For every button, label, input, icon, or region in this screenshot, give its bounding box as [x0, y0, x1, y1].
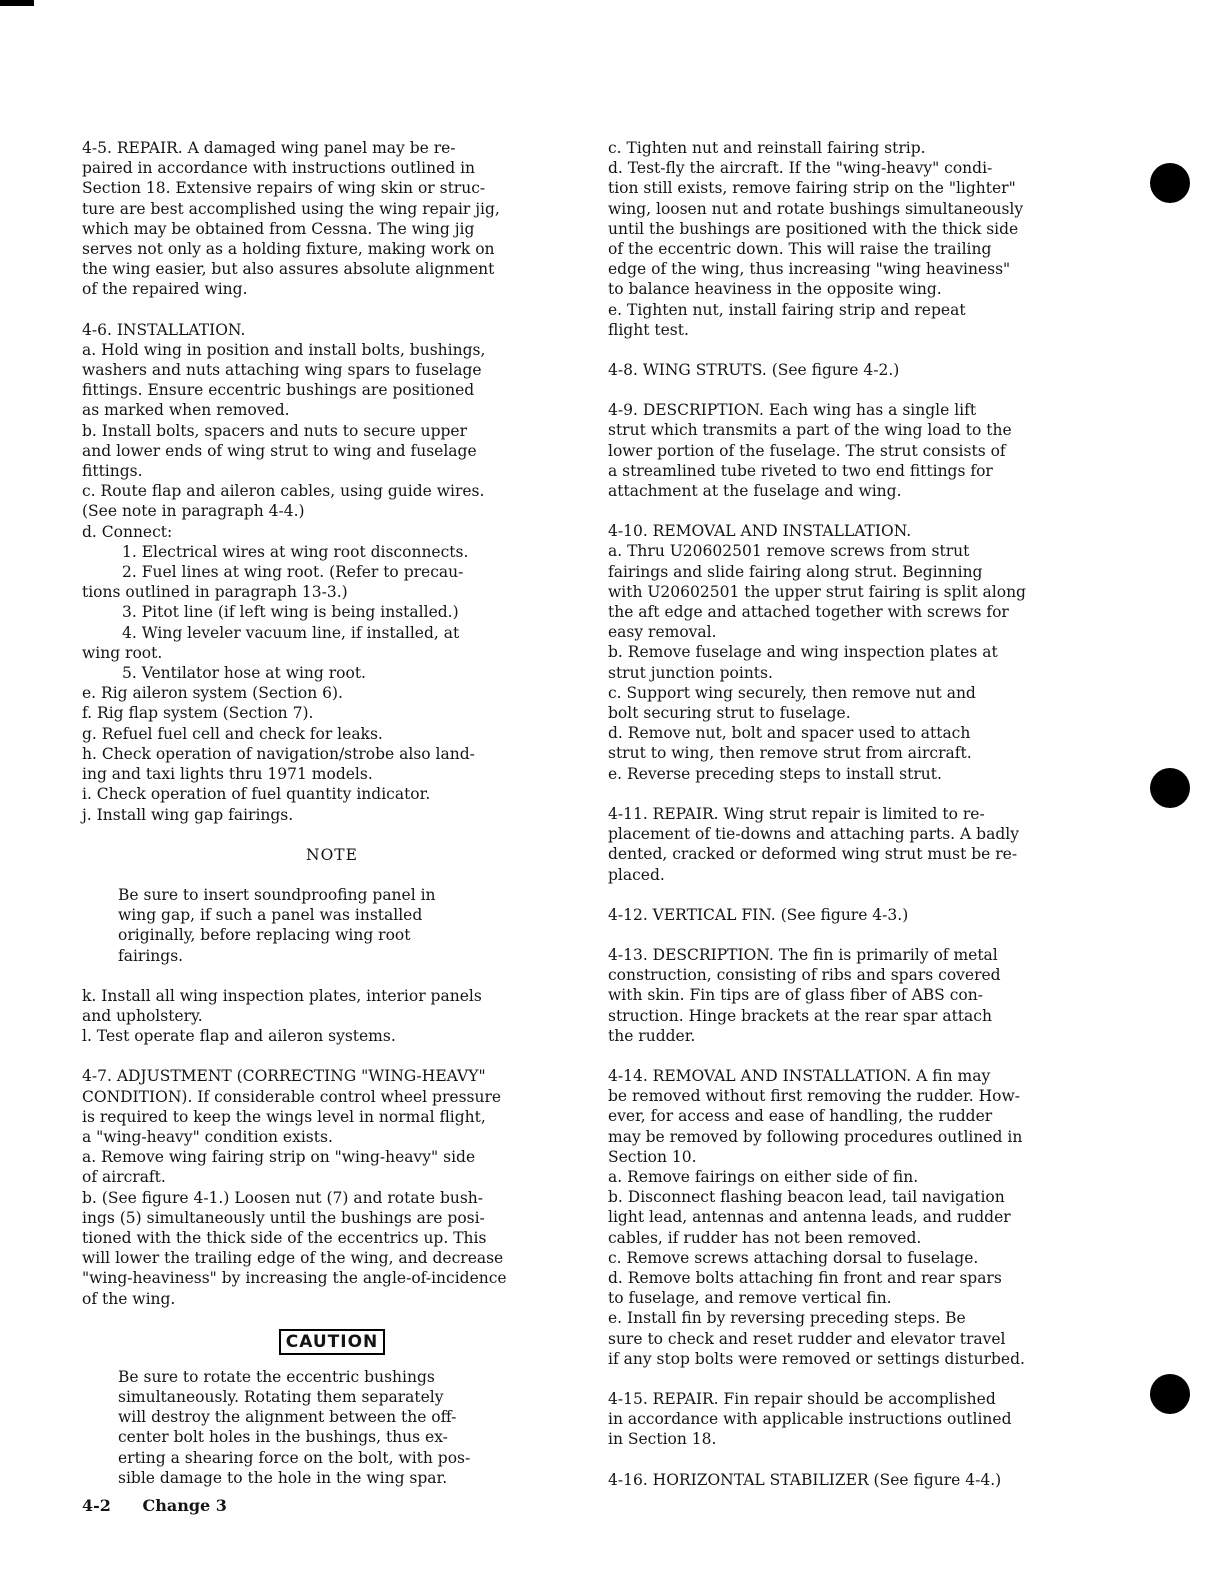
- heading-4-12-vertical-fin: 4-12. VERTICAL FIN. (See figure 4-3.): [608, 905, 909, 924]
- caution-body: Be sure to rotate the eccentric bushings simultaneously. Rotating them separately will destroy the alignment between the off- center bolt holes in the bushings, thus ex- erting a shearing force on the bolt, with pos- sible damage to the hole in the wing spar.: [118, 1367, 471, 1487]
- step-f: f. Rig flap system (Section 7).: [82, 704, 314, 723]
- corner-registration-mark: [0, 0, 34, 6]
- page-footer: [82, 1496, 253, 1515]
- heading-4-16-horizontal-stabilizer: 4-16. HORIZONTAL STABILIZER (See figure 4-4.): [608, 1470, 1002, 1489]
- left-column: [82, 138, 582, 1488]
- strut-step-e: e. Reverse preceding steps to install strut.: [608, 764, 942, 783]
- adjust-step-e: e. Tighten nut, install fairing strip and repeat flight test.: [608, 300, 966, 339]
- para-4-13-description: 4-13. DESCRIPTION. The fin is primarily of metal construction, consisting of ribs and spars covered with skin. Fin tips are of glass fiber of ABS con- struction. Hinge brackets at the rear spar attach the rudder.: [608, 945, 1001, 1045]
- fin-step-d: d. Remove bolts attaching fin front and rear spars to fuselage, and remove vertical fin.: [608, 1268, 1002, 1308]
- binder-hole-middle: [1150, 768, 1190, 808]
- binder-hole-top: [1150, 163, 1190, 203]
- step-d: d. Connect:: [82, 522, 173, 541]
- caution-banner: [82, 1329, 582, 1355]
- adjust-step-b: b. (See figure 4-1.) Loosen nut (7) and rotate bush- ings (5) simultaneously until the bushings are posi- tioned with the thick side of the eccentrics up. This will lower the trailing edge of the wing, and decrease "wing-heaviness" by increasing the angle-of-incidence of the wing.: [82, 1188, 507, 1308]
- heading-4-10-removal: 4-10. REMOVAL AND INSTALLATION.: [608, 522, 912, 541]
- para-4-15-repair: 4-15. REPAIR. Fin repair should be accomplished in accordance with applicable instructions outlined in Section 18.: [608, 1389, 1012, 1449]
- fin-step-b: b. Disconnect flashing beacon lead, tail navigation light lead, antennas and antenna leads, and rudder cables, if rudder has not been removed.: [608, 1188, 1011, 1247]
- para-4-7-adjustment: 4-7. ADJUSTMENT (CORRECTING "WING-HEAVY" CONDITION). If considerable control wheel pressure is required to keep the wings level in normal flight, a "wing-heavy" condition exists.: [82, 1067, 502, 1146]
- para-4-9-description: 4-9. DESCRIPTION. Each wing has a single lift strut which transmits a part of the wing load to the lower portion of the fuselage. The strut consists of a streamlined tube riveted to two end fittings for attachment at the fuselage and wing.: [608, 401, 1012, 501]
- para-4-5-repair: 4-5. REPAIR. A damaged wing panel may be re- paired in accordance with instructions outlined in Section 18. Extensive repairs of wing skin or struc- ture are best accomplished using the wing repair jig, which may be obtained from Cessna. The wing jig serves not only as a holding fixture, making work on the wing easier, but also assures absolute alignment of the repaired wing.: [82, 139, 500, 299]
- fin-step-a: a. Remove fairings on either side of fin.: [608, 1167, 919, 1186]
- step-g: g. Refuel fuel cell and check for leaks.: [82, 724, 383, 743]
- step-c: c. Route flap and aileron cables, using guide wires. (See note in paragraph 4-4.): [82, 482, 485, 521]
- binder-hole-bottom: [1150, 1374, 1190, 1414]
- note-body: Be sure to insert soundproofing panel in wing gap, if such a panel was installed originally, before replacing wing root fairings.: [118, 885, 436, 965]
- para-4-14-removal: 4-14. REMOVAL AND INSTALLATION. A fin may be removed without first removing the rudder. How- ever, for access and ease of handling, the rudder may be removed by following procedures outlined in Section 10.: [608, 1066, 1023, 1166]
- caution-label: CAUTION: [279, 1329, 386, 1355]
- step-b: b. Install bolts, spacers and nuts to secure upper and lower ends of wing strut to wing and fuselage fittings.: [82, 421, 477, 481]
- heading-4-8-wing-struts: 4-8. WING STRUTS. (See figure 4-2.): [608, 361, 900, 380]
- change-number: Change 3: [142, 1496, 227, 1515]
- step-a: a. Hold wing in position and install bolts, bushings, washers and nuts attaching wing spars to fuselage fittings. Ensure eccentric bushings are positioned as marked when removed.: [82, 340, 486, 420]
- step-d-4: 4. Wing leveler vacuum line, if installed, at: [122, 623, 460, 642]
- strut-step-c: c. Support wing securely, then remove nut and bolt securing strut to fuselage.: [608, 683, 976, 723]
- step-d-1: 1. Electrical wires at wing root disconnects.: [122, 542, 469, 561]
- note-title: NOTE: [306, 845, 358, 864]
- adjust-step-c: c. Tighten nut and reinstall fairing strip.: [608, 139, 926, 157]
- fin-step-e: e. Install fin by reversing preceding steps. Be sure to check and reset rudder and elevator travel if any stop bolts were removed or settings disturbed.: [608, 1309, 1025, 1368]
- step-d-3: 3. Pitot line (if left wing is being installed.): [122, 603, 459, 622]
- step-l: l. Test operate flap and aileron systems.: [82, 1027, 396, 1046]
- step-d-4-cont: wing root.: [82, 643, 163, 662]
- step-k: k. Install all wing inspection plates, interior panels and upholstery.: [82, 986, 482, 1025]
- step-j: j. Install wing gap fairings.: [82, 805, 294, 824]
- step-e: e. Rig aileron system (Section 6).: [82, 684, 343, 703]
- para-4-11-repair: 4-11. REPAIR. Wing strut repair is limited to re- placement of tie-downs and attaching parts. A badly dented, cracked or deformed wing strut must be re- placed.: [608, 804, 1019, 884]
- fin-step-c: c. Remove screws attaching dorsal to fuselage.: [608, 1248, 979, 1267]
- adjust-step-a: a. Remove wing fairing strip on "wing-heavy" side of aircraft.: [82, 1148, 476, 1187]
- page-number: 4-2: [82, 1496, 111, 1515]
- right-column: [608, 138, 1108, 1490]
- step-d-2-cont: tions outlined in paragraph 13-3.): [82, 583, 348, 602]
- heading-4-6-installation: 4-6. INSTALLATION.: [82, 320, 246, 339]
- step-d-5: 5. Ventilator hose at wing root.: [122, 664, 366, 683]
- adjust-step-d: d. Test-fly the aircraft. If the "wing-heavy" condi- tion still exists, remove fairing strip on the "lighter" wing, loosen nut and rotate bushings simultaneously until the bushings are positioned with the thick side of the eccentric down. This will raise the trailing edge of the wing, thus increasing "wing heaviness" to balance heaviness in the opposite wing.: [608, 159, 1024, 299]
- strut-step-d: d. Remove nut, bolt and spacer used to attach strut to wing, then remove strut from aircraft.: [608, 724, 972, 763]
- step-h: h. Check operation of navigation/strobe also land- ing and taxi lights thru 1971 models.: [82, 744, 475, 784]
- step-d-2: 2. Fuel lines at wing root. (Refer to precau-: [122, 563, 464, 582]
- strut-step-b: b. Remove fuselage and wing inspection plates at strut junction points.: [608, 643, 998, 682]
- strut-step-a: a. Thru U20602501 remove screws from strut fairings and slide fairing along strut. Beginning with U20602501 the upper strut fairing is split along the aft edge and attached together with screws for easy removal.: [608, 542, 1026, 642]
- step-i: i. Check operation of fuel quantity indicator.: [82, 785, 431, 804]
